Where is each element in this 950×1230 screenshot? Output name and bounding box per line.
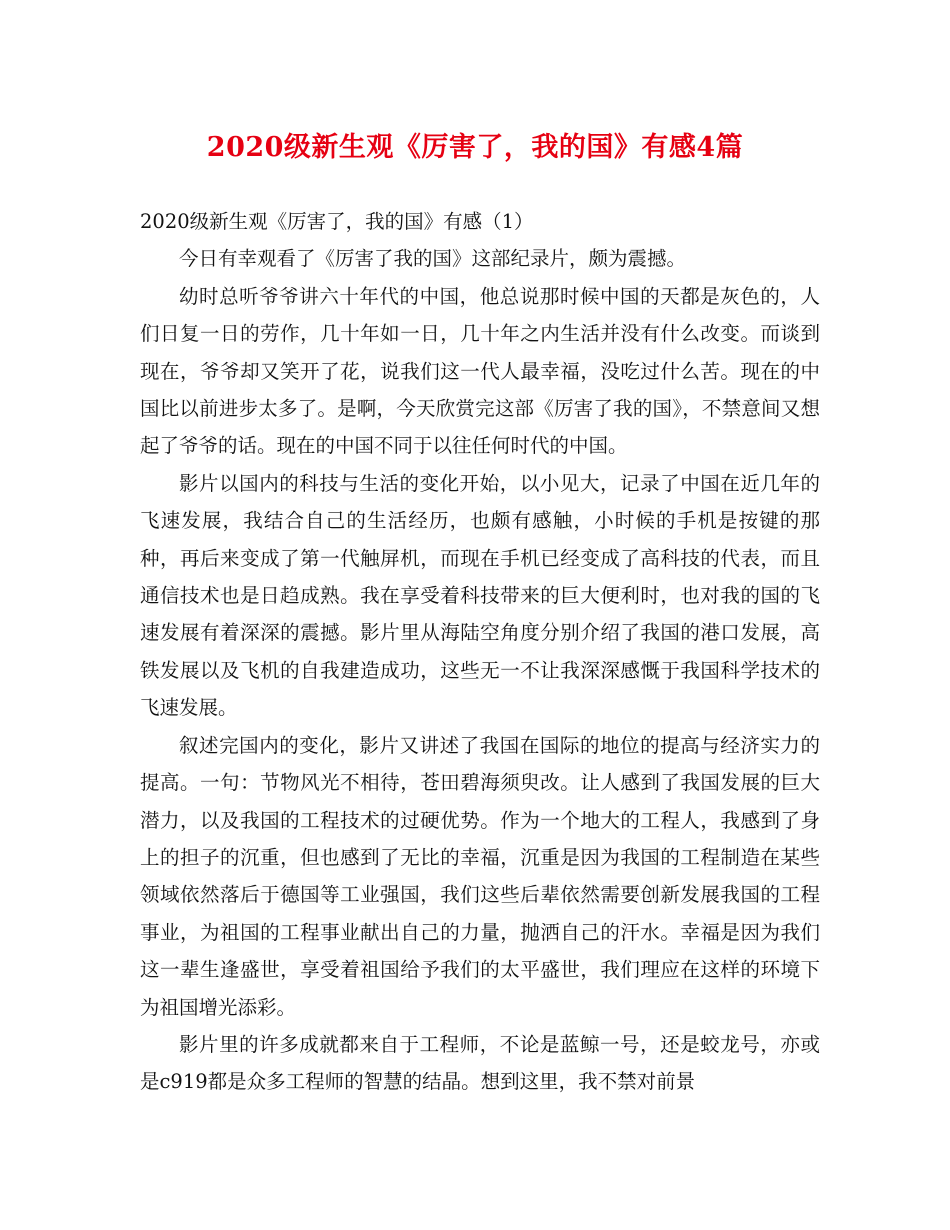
paragraph-2: 幼时总听爷爷讲六十年代的中国，他总说那时候中国的天都是灰色的，人们日复一日的劳作，几十年如一日，几十年之内生活并没有什么改变。而谈到现在，爷爷却又笑开了花，说我们这一代人最幸福，没吃过什么苦。现在的中国比以前进步太多了。是啊，今天欣赏完这部《厉害了我的国》，不禁意间又想起了爷爷的话。现在的中国不同于以往任何时代的中国。 <box>140 284 820 458</box>
paragraph-4: 叙述完国内的变化，影片又讲述了我国在国际的地位的提高与经济实力的提高。一句：节物风光不相待，苍田碧海须臾改。让人感到了我国发展的巨大潜力，以及我国的工程技术的过硬优势。作为一个地大的工程人，我感到了身上的担子的沉重，但也感到了无比的幸福，沉重是因为我国的工程制造在某些领域依然落后于德国等工业强国，我们这些后辈依然需要创新发展我国的工程事业，为祖国的工程事业献出自己的力量，抛洒自己的汗水。幸福是因为我们这一辈生逢盛世，享受着祖国给予我们的太平盛世，我们理应在这样的环境下为祖国增光添彩。 <box>140 733 820 1019</box>
paragraph-1: 今日有幸观看了《厉害了我的国》这部纪录片，颇为震撼。 <box>179 247 687 271</box>
document-body <box>140 203 820 1101</box>
section-heading: 2020级新生观《厉害了，我的国》有感（1） <box>140 210 534 233</box>
paragraph-3: 影片以国内的科技与生活的变化开始，以小见大，记录了中国在近几年的飞速发展，我结合自己的生活经历，也颇有感触，小时候的手机是按键的那种，再后来变成了第一代触屏机，而现在手机已经变成了高科技的代表，而且通信技术也是日趋成熟。我在享受着科技带来的巨大便利时，也对我的国的飞速发展有着深深的震撼。影片里从海陆空角度分别介绍了我国的港口发展，高铁发展以及飞机的自我建造成功，这些无一不让我深深感慨于我国科学技术的飞速发展。 <box>140 471 820 720</box>
paragraph-5: 影片里的许多成就都来自于工程师，不论是蓝鲸一号，还是蛟龙号，亦或是c919都是众多工程师的智慧的结晶。想到这里，我不禁对前景 <box>140 1032 820 1094</box>
document-title: 2020级新生观《厉害了，我的国》有感4篇 <box>206 132 744 163</box>
